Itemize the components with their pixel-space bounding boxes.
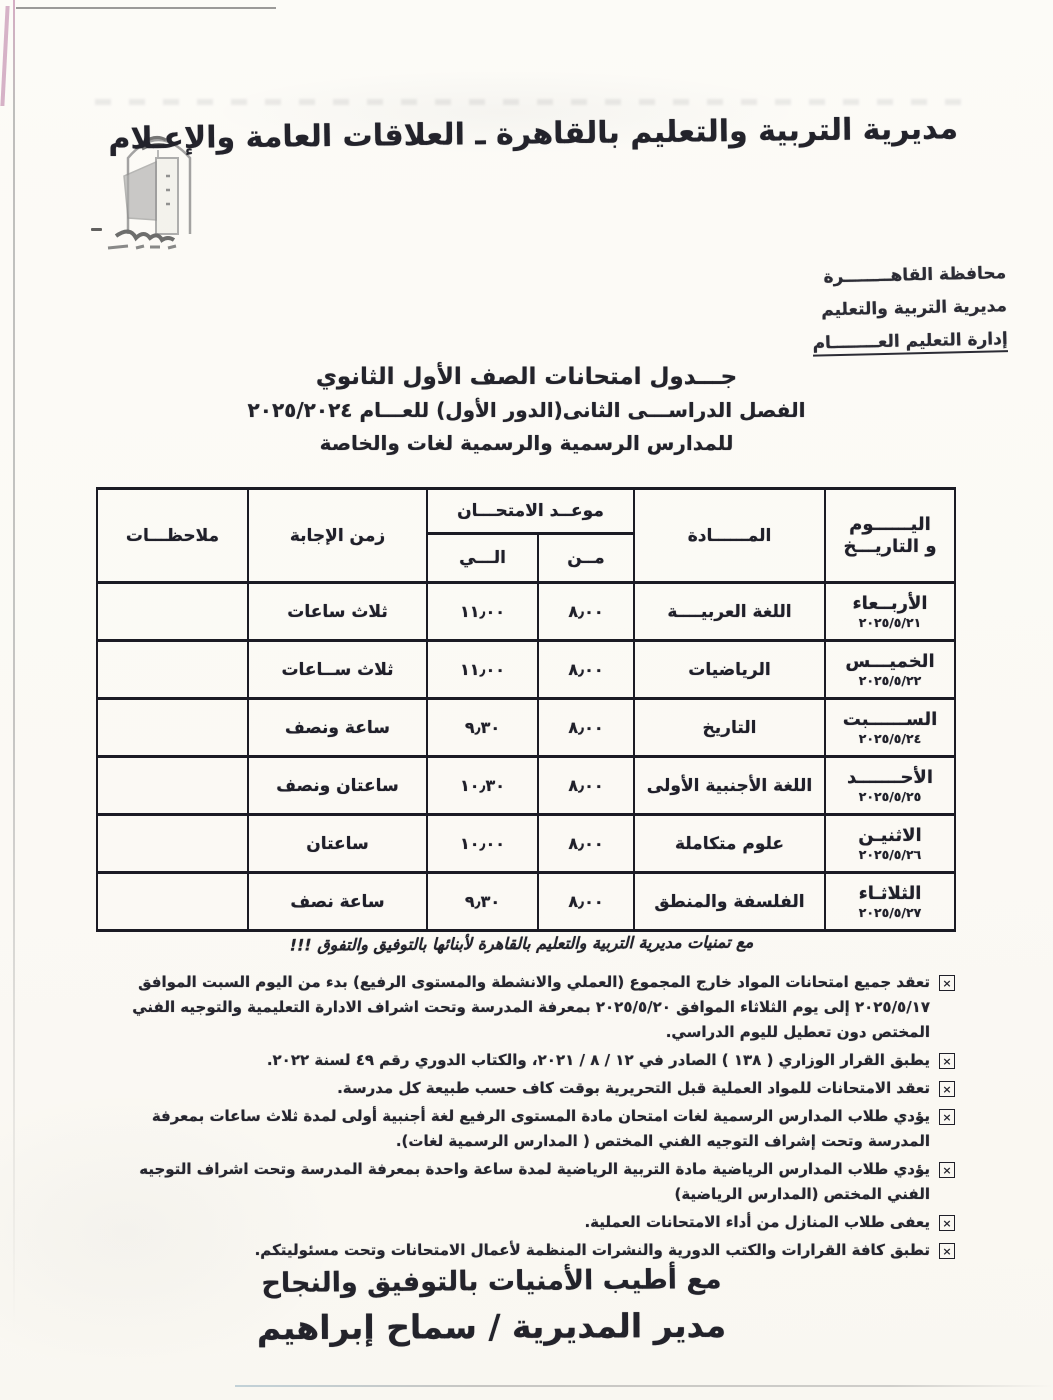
subject-cell: التاريخ <box>634 699 825 757</box>
day-name: الخميـــس <box>845 650 935 672</box>
table-row <box>97 641 955 699</box>
time-from-cell: ٨٫٠٠ <box>538 873 634 931</box>
remarks-cell <box>97 873 248 931</box>
duration-cell: ثلاث ســاعات <box>248 641 427 699</box>
day-name: الأربــعاء <box>852 592 928 614</box>
ballot-x-icon: × <box>939 975 955 991</box>
time-to-cell: ٩٫٣٠ <box>427 873 538 931</box>
time-from-cell: ٨٫٠٠ <box>538 815 634 873</box>
schedule-title-line2: الفصل الدراســـى الثانى(الدور الأول) للعـــام ٢٠٢٥/٢٠٢٤ <box>247 398 806 422</box>
ballot-x-icon: × <box>939 1053 955 1069</box>
duration-cell: ساعتان <box>248 815 427 873</box>
time-to-cell: ١١٫٠٠ <box>427 583 538 641</box>
note-text: يؤدي طلاب المدارس الرسمية لغات امتحان مادة المستوى الرفيع لغة أجنبية أولى لمدة ثلاث ساعات بمعرفة المدرسة وتحت إشراف التوجيه الفني المختص ( المدارس الرسمية لغات). <box>151 1107 930 1150</box>
table-header-row <box>97 489 955 534</box>
duration-cell: ساعتان ونصف <box>248 757 427 815</box>
day-date: ٢٠٢٥/٥/٢٥ <box>858 788 922 804</box>
schedule-title-block <box>100 364 953 455</box>
table-row <box>97 699 955 757</box>
ballot-x-icon: × <box>939 1215 955 1231</box>
document-header-title: مديرية التربية والتعليم بالقاهرة ـ العلاقات العامة والإعـلام <box>108 111 959 157</box>
header-duration: زمن الإجابة <box>248 489 427 583</box>
note-text: تطبق كافة القرارات والكتب الدورية والنشرات المنظمة لأعمال الامتحانات وتحت مسئوليتكم. <box>254 1241 930 1259</box>
note-item <box>92 1076 955 1101</box>
ballot-x-icon: × <box>939 1081 955 1097</box>
schedule-title-line1: جـــدول امتحانات الصف الأول الثانوي <box>315 364 738 390</box>
day-date-cell <box>825 699 955 757</box>
ballot-x-icon: × <box>939 1162 955 1178</box>
day-date: ٢٠٢٥/٥/٢٢ <box>858 672 922 688</box>
good-wishes-tagline: مع تمنيات مديرية التربية والتعليم بالقاهرة لأبنائها بالتوفيق والتفوق !!! <box>289 932 754 955</box>
header-subject: المــــــادة <box>634 489 825 583</box>
org-governorate: محافظة القاهــــــــرة <box>823 263 1007 288</box>
footer-block <box>0 1263 983 1348</box>
duration-cell: ساعة ونصف <box>248 699 427 757</box>
footer-signature: مدير المديرية / سماح إبراهيم <box>256 1305 727 1348</box>
notes-list <box>92 970 955 1266</box>
ballot-x-icon: × <box>939 1243 955 1259</box>
org-administration: إدارة التعليم العــــــــام <box>757 323 1008 362</box>
header-to: الـــي <box>427 534 538 583</box>
note-text: يؤدي طلاب المدارس الرياضية مادة التربية الرياضية لمدة ساعة واحدة بمعرفة المدرسة وتحت اشراف التوجيه الفني المختص (المدارس الرياضية) <box>139 1160 930 1203</box>
duration-cell: ثلاث ساعات <box>248 583 427 641</box>
day-name: الاثنيـن <box>858 824 922 846</box>
header-remarks: ملاحظـــات <box>97 489 248 583</box>
note-text: تعقد جميع امتحانات المواد خارج المجموع (العملي والانشطة والمستوى الرفيع) بدء من اليوم السبت الموافق ٢٠٢٥/٥/١٧ إلى يوم الثلاثاء الموافق ٢٠٢٥/٥/٢٠ بمعرفة المدرسة وتحت اشراف الادارة التعليمية والتوجيه الفني المختص دون تعطيل لليوم الدراسي. <box>132 973 930 1041</box>
schedule-title-line3: للمدارس الرسمية والرسمية لغات والخاصة <box>319 431 734 455</box>
time-to-cell: ١٠٫٣٠ <box>427 757 538 815</box>
day-name: الثلاثـاء <box>858 882 922 904</box>
time-from-cell: ٨٫٠٠ <box>538 757 634 815</box>
table-row <box>97 757 955 815</box>
subject-cell: اللغة الأجنبية الأولى <box>634 757 825 815</box>
table-row <box>97 815 955 873</box>
note-item <box>92 1238 955 1263</box>
day-name: الســــــبت <box>842 708 938 730</box>
day-date-cell <box>825 815 955 873</box>
note-item <box>92 1157 955 1207</box>
note-text: تعقد الامتحانات للمواد العملية قبل التحريرية بوقت كاف حسب طبيعة كل مدرسة. <box>337 1079 930 1097</box>
org-directorate: مديرية التربية والتعليم <box>821 296 1008 321</box>
footer-wishes: مع أطيب الأمنيات بالتوفيق والنجاح <box>261 1263 722 1300</box>
subject-cell: علوم متكاملة <box>634 815 825 873</box>
note-text: يعفى طلاب المنازل من أداء الامتحانات العملية. <box>584 1213 930 1231</box>
note-item <box>92 1048 955 1073</box>
org-block <box>756 257 1008 362</box>
duration-cell: ساعة نصف <box>248 873 427 931</box>
scan-edge-artifact <box>235 1385 1053 1387</box>
note-item <box>92 970 955 1045</box>
remarks-cell <box>97 815 248 873</box>
day-date-cell <box>825 873 955 931</box>
exam-schedule-table <box>96 487 956 932</box>
table-row <box>97 873 955 931</box>
remarks-cell <box>97 641 248 699</box>
day-date-cell <box>825 757 955 815</box>
day-date-cell <box>825 641 955 699</box>
time-to-cell: ١١٫٠٠ <box>427 641 538 699</box>
scan-smudge-artifact <box>95 99 963 105</box>
note-item <box>92 1104 955 1154</box>
time-from-cell: ٨٫٠٠ <box>538 699 634 757</box>
ballot-x-icon: × <box>939 1109 955 1125</box>
subject-cell: الفلسفة والمنطق <box>634 873 825 931</box>
header-from: مــن <box>538 534 634 583</box>
time-to-cell: ١٠٫٠٠ <box>427 815 538 873</box>
scan-edge-artifact <box>16 7 276 9</box>
time-to-cell: ٩٫٣٠ <box>427 699 538 757</box>
scan-edge-artifact <box>13 0 15 1330</box>
header-day-date: اليــــــوم و التاريـــخ <box>825 489 955 583</box>
header-exam-time: موعــد الامتحـــان <box>427 489 634 534</box>
day-date: ٢٠٢٥/٥/٢٧ <box>858 904 922 920</box>
time-from-cell: ٨٫٠٠ <box>538 641 634 699</box>
note-text: يطبق القرار الوزاري ( ١٣٨ ) الصادر في ١٢ / ٨ / ٢٠٢١، والكتاب الدوري رقم ٤٩ لسنة ٢٠٢٢. <box>266 1051 930 1069</box>
remarks-cell <box>97 757 248 815</box>
table-row <box>97 583 955 641</box>
day-date-cell <box>825 583 955 641</box>
remarks-cell <box>97 699 248 757</box>
subject-cell: اللغة العربيــــة <box>634 583 825 641</box>
scan-edge-artifact <box>0 6 9 106</box>
day-date: ٢٠٢٥/٥/٢٤ <box>858 730 922 746</box>
time-from-cell: ٨٫٠٠ <box>538 583 634 641</box>
day-name: الأحـــــــد <box>846 766 933 788</box>
day-date: ٢٠٢٥/٥/٢٦ <box>858 846 922 862</box>
remarks-cell <box>97 583 248 641</box>
note-item <box>92 1210 955 1235</box>
subject-cell: الرياضيات <box>634 641 825 699</box>
day-date: ٢٠٢٥/٥/٢١ <box>858 614 922 630</box>
